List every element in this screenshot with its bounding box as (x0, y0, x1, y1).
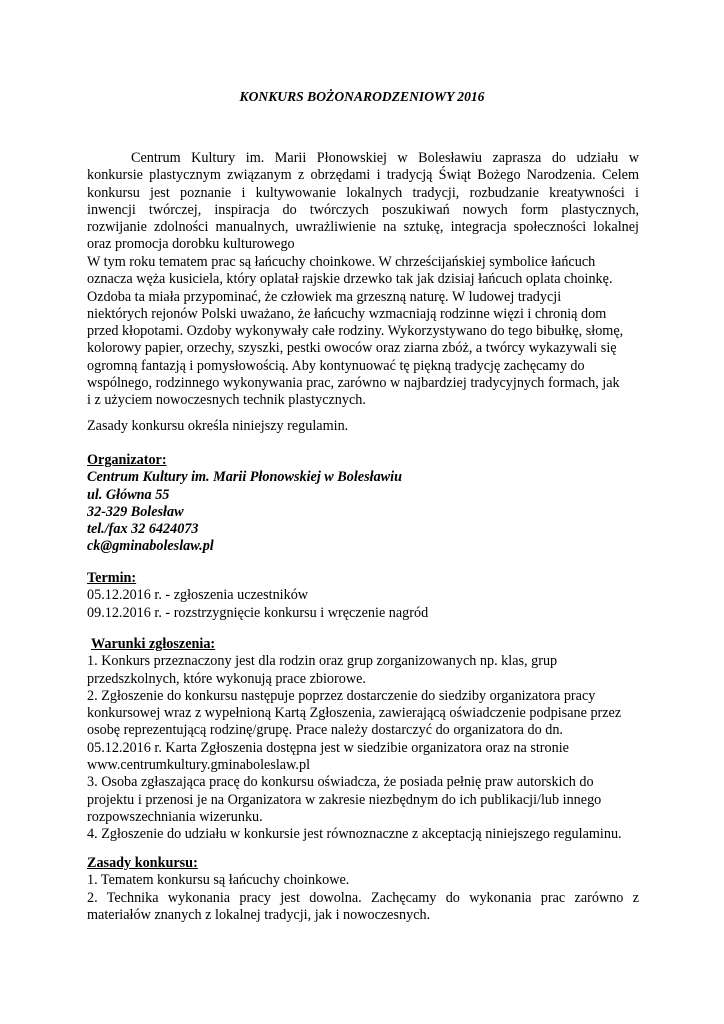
intro-line: konkursu jest poznanie i kultywowanie lokalnych tradycji, rozbudzanie kreatywności i (87, 184, 639, 201)
conditions-line: konkursowej wraz z wypełnioną Kartą Zgłoszenia, zawierającą oświadczenie podpisane przez (87, 705, 622, 722)
deadline-section (87, 570, 639, 622)
theme-line: kolorowy papier, orzechy, szyszki, pestki owoców oraz ziarna zbóż, a twórcy wykazywali się (87, 340, 617, 357)
intro-line: oraz promocja dorobku kulturowego (87, 236, 295, 253)
theme-line: oznacza węża kusiciela, który oplatał rajskie drzewko tak jak dzisiaj łańcuch oplata choinkę. (87, 271, 613, 288)
conditions-line: 05.12.2016 r. Karta Zgłoszenia dostępna jest w siedzibie organizatora oraz na stronie (87, 739, 569, 756)
document-title: KONKURS BOŻONARODZENIOWY 2016 (239, 89, 485, 104)
conditions-line: 1. Konkurs przeznaczony jest dla rodzin oraz grup zorganizowanych np. klas, grup (87, 653, 558, 670)
contest-rules-section (87, 855, 639, 924)
theme-line: ogromną fantazją i pomysłowością. Aby kontynuować tę piękną tradycję zachęcamy do (87, 357, 585, 374)
intro-line: rozwijanie zdolności manualnych, uwrażliwienie na sztukę, integracja społeczności lokalnej (87, 219, 639, 236)
intro-paragraph (87, 150, 639, 254)
theme-line: niektórych rejonów Polski uważano, że łańcuchy wzmacniają rodzinne więzi i chronią dom (87, 305, 607, 322)
deadline-line: 09.12.2016 r. - rozstrzygnięcie konkursu i wręczenie nagród (87, 604, 429, 621)
theme-line: i z użyciem nowoczesnych technik plastycznych. (87, 392, 366, 409)
contest-rules-line: materiałów znanych z lokalnej tradycji, jak i nowoczesnych. (87, 906, 431, 923)
organizer-line: tel./fax 32 6424073 (87, 521, 199, 538)
organizer-section (87, 452, 639, 556)
organizer-email: ck@gminaboleslaw.pl (87, 538, 214, 555)
rules-note-text: Zasady konkursu określa niniejszy regulamin. (87, 418, 349, 434)
rules-note (87, 418, 639, 435)
conditions-heading: Warunki zgłoszenia: (91, 636, 216, 652)
conditions-section (87, 636, 639, 844)
conditions-line: 3. Osoba zgłaszająca pracę do konkursu oświadcza, że posiada pełnię praw autorskich do (87, 774, 594, 791)
conditions-line: 2. Zgłoszenie do konkursu następuje poprzez dostarczenie do siedziby organizatora pracy (87, 687, 596, 704)
theme-line: wspólnego, rodzinnego wykonywania prac, zarówno w najbardziej tradycyjnych formach, jak (87, 375, 620, 392)
contest-rules-heading: Zasady konkursu: (87, 855, 198, 871)
intro-line: Centrum Kultury im. Marii Płonowskiej w Bolesławiu zaprasza do udziału w (131, 150, 639, 166)
theme-line: przed kłopotami. Ozdoby wykonywały całe rodziny. Wykorzystywano do tego bibułkę, słomę, (87, 323, 624, 340)
theme-line: W tym roku tematem prac są łańcuchy choinkowe. W chrześcijańskiej symbolice łańcuch (87, 254, 596, 270)
contest-rules-line: 1. Tematem konkursu są łańcuchy choinkowe. (87, 872, 350, 889)
conditions-line: 4. Zgłoszenie do udziału w konkursie jest równoznaczne z akceptacją niniejszego regulaminu. (87, 826, 622, 843)
conditions-line: rozpowszechniania wizerunku. (87, 808, 263, 825)
intro-line: konkursie plastycznym związanym z obrzędami i tradycją Świąt Bożego Narodzenia. Celem (87, 167, 639, 184)
organizer-line: ul. Główna 55 (87, 486, 170, 503)
organizer-line: 32-329 Bolesław (87, 503, 184, 520)
conditions-line: www.centrumkultury.gminaboleslaw.pl (87, 757, 311, 774)
intro-line: inwencji twórczej, inspiracja do twórczych poszukiwań nowych form plastycznych, (87, 201, 639, 218)
deadline-heading: Termin: (87, 570, 137, 586)
theme-line: Ozdoba ta miała przypominać, że człowiek ma grzeszną naturę. W ludowej tradycji (87, 288, 562, 305)
organizer-heading: Organizator: (87, 452, 167, 468)
organizer-line: Centrum Kultury im. Marii Płonowskiej w Bolesławiu (87, 469, 402, 486)
deadline-line: 05.12.2016 r. - zgłoszenia uczestników (87, 587, 309, 604)
theme-paragraph (87, 254, 639, 410)
conditions-line: osobę reprezentującą rodzinę/grupę. Prace należy dostarczyć do organizatora do dn. (87, 722, 563, 739)
conditions-line: projektu i przenosi je na Organizatora w zakresie niezbędnym do ich publikacji/lub innego (87, 791, 602, 808)
conditions-line: przedszkolnych, które wykonują prace zbiorowe. (87, 670, 366, 687)
contest-rules-line: 2. Technika wykonania pracy jest dowolna. Zachęcamy do wykonania prac zarówno z (87, 889, 639, 906)
